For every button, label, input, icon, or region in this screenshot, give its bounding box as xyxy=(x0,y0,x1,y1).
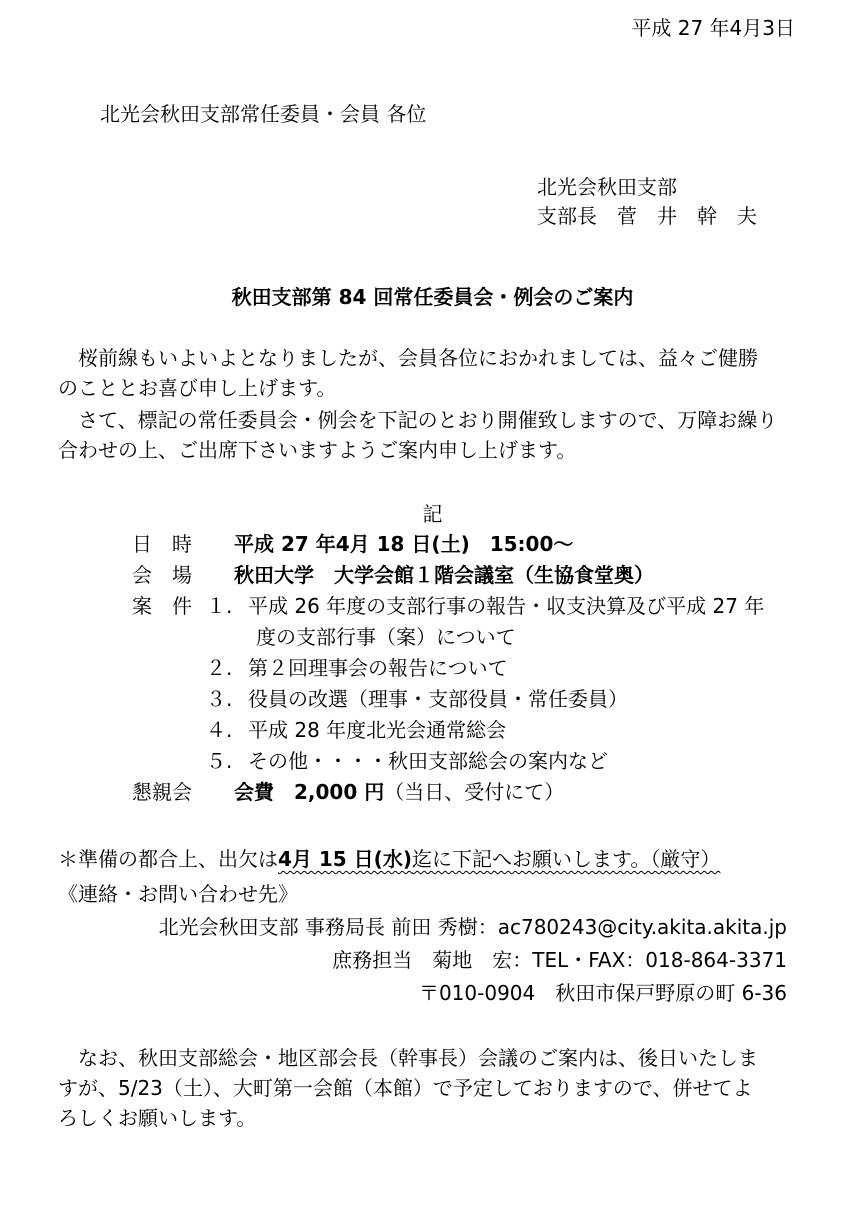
agenda-item-text: 平成 28 年度北光会通常総会 xyxy=(248,718,507,742)
closing-line: なお、秋田支部総会・地区部会長（幹事長）会議のご案内は、後日いたしま xyxy=(58,1046,758,1070)
recipient-line: 北光会秋田支部常任委員・会員 各位 xyxy=(100,102,427,126)
datetime-label: 日 時 xyxy=(132,532,192,556)
closing-line: ろしくお願いします。 xyxy=(58,1106,257,1130)
closing-line: すが、5/23（土）、大町第一会館（本館）で予定しておりますので、併せてよ xyxy=(58,1076,753,1100)
agenda-item-text: その他・・・・秋田支部総会の案内など xyxy=(248,749,608,773)
ki-marker: 記 xyxy=(422,502,443,526)
party-info xyxy=(234,778,564,806)
contact-line-secretary: 北光会秋田支部 事務局長 前田 秀樹：ac780243@city.akita.akita.jp xyxy=(158,915,787,939)
agenda-number: ４. xyxy=(206,718,233,742)
sender-organization: 北光会秋田支部 xyxy=(537,175,677,199)
agenda-item-text: 第２回理事会の報告について xyxy=(248,656,508,680)
venue-label: 会 場 xyxy=(132,563,192,587)
agenda-item-text: 役員の改選（理事・支部役員・常任委員） xyxy=(248,687,628,711)
agenda-number: ３. xyxy=(206,687,233,711)
agenda-number: １. xyxy=(206,594,233,618)
document-date: 平成 27 年4月3日 xyxy=(631,16,795,40)
greeting-paragraph xyxy=(58,343,838,465)
agenda-number: ５. xyxy=(206,749,233,773)
agenda-number: ２. xyxy=(206,656,233,680)
rsvp-suffix: 迄に下記へお願いします。（厳守） xyxy=(411,847,721,871)
contact-heading: 《連絡・お問い合わせ先》 xyxy=(58,882,298,906)
agenda-item-text: 度の支部行事（案）について xyxy=(256,625,516,649)
contact-line-address: 〒010-0904 秋田市保戸野原の町 6-36 xyxy=(418,981,787,1005)
party-label: 懇親会 xyxy=(132,780,192,804)
agenda-label: 案 件 xyxy=(132,594,192,618)
rsvp-notice xyxy=(58,845,720,873)
datetime-value: 平成 27 年4月 18 日(土) 15:00～ xyxy=(234,532,574,556)
contact-line-phone: 庶務担当 菊地 宏：TEL・FAX：018-864-3371 xyxy=(332,948,787,972)
rsvp-deadline: 4月 15 日(水) xyxy=(278,847,412,871)
rsvp-wavy-part xyxy=(278,847,720,871)
closing-paragraph xyxy=(58,1043,848,1133)
venue-value: 秋田大学 大学会館１階会議室（生協食堂奥） xyxy=(234,563,654,587)
greeting-line: のこととお喜び申し上げます。 xyxy=(58,376,337,400)
greeting-line: さて、標記の常任委員会・例会を下記のとおり開催致しますので、万障お繰り xyxy=(58,408,778,432)
party-note: （当日、受付にて） xyxy=(384,780,565,804)
agenda-item-text: 平成 26 年度の支部行事の報告・収支決算及び平成 27 年 xyxy=(248,594,765,618)
greeting-line: 桜前線もいよいよとなりましたが、会員各位におかれましては、益々ご健勝 xyxy=(58,346,758,370)
greeting-line: 合わせの上、ご出席下さいますようご案内申し上げます。 xyxy=(58,438,577,462)
sender-name: 支部長 菅 井 幹 夫 xyxy=(537,204,757,228)
page-title: 秋田支部第 84 回常任委員会・例会のご案内 xyxy=(231,285,634,309)
party-fee: 会費 2,000 円 xyxy=(234,780,385,804)
rsvp-prefix: ＊準備の都合上、出欠は xyxy=(58,847,278,871)
